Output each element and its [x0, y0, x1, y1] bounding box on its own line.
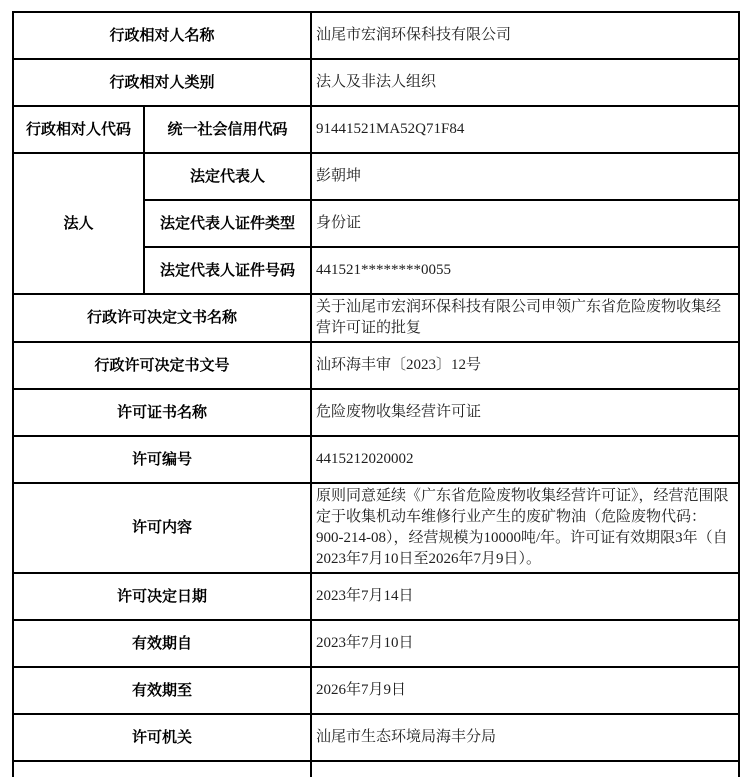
row-valid-from [14, 621, 740, 668]
row-value: 4415212020002 [312, 437, 740, 484]
row-label: 许可机关 [14, 715, 312, 762]
row-value: 汕尾市宏润环保科技有限公司 [312, 13, 740, 60]
row-label: 许可编号 [14, 437, 312, 484]
row-value: 2026年7月9日 [312, 668, 740, 715]
row-valid-to [14, 668, 740, 715]
row-party-code [14, 107, 740, 154]
row-value: 2023年7月14日 [312, 574, 740, 621]
row-value: 原则同意延续《广东省危险废物收集经营许可证》，经营范围限定于收集机动车维修行业产生的废矿物油（危险废物代码：900-214-08），经营规模为10000吨/年。许可证有效期限3年（自2023年7月10日至2026年7月9日）。 [312, 484, 740, 574]
row-value: 汕环海丰审〔2023〕12号 [312, 343, 740, 390]
row-label: 有效期至 [14, 668, 312, 715]
row-license-name [14, 390, 740, 437]
row-party-type [14, 60, 740, 107]
row-label: 统一社会信用代码 [145, 107, 312, 154]
row-label: 行政相对人名称 [14, 13, 312, 60]
row-group-label: 行政相对人代码 [14, 107, 145, 154]
row-value: 441521********0055 [312, 248, 740, 295]
row-decision-doc-name [14, 295, 740, 343]
row-label: 行政许可决定书文号 [14, 343, 312, 390]
row-label: 行政许可决定文书名称 [14, 295, 312, 343]
row-value: 汕尾市生态环境局海丰分局 [312, 715, 740, 762]
row-licensing-authority [14, 715, 740, 762]
row-partial-cutoff [14, 762, 740, 777]
row-label: 法定代表人证件号码 [145, 248, 312, 295]
row-legal-rep [14, 154, 740, 201]
row-license-content [14, 484, 740, 574]
row-label: 法定代表人 [145, 154, 312, 201]
row-license-number [14, 437, 740, 484]
license-table [12, 11, 740, 777]
row-group-label: 法人 [14, 154, 145, 295]
row-label: 许可证书名称 [14, 390, 312, 437]
row-label-empty [14, 762, 312, 777]
row-decision-date [14, 574, 740, 621]
row-label: 行政相对人类别 [14, 60, 312, 107]
row-label: 许可决定日期 [14, 574, 312, 621]
row-value: 危险废物收集经营许可证 [312, 390, 740, 437]
row-value: 法人及非法人组织 [312, 60, 740, 107]
row-label: 许可内容 [14, 484, 312, 574]
row-value: 关于汕尾市宏润环保科技有限公司申领广东省危险废物收集经营许可证的批复 [312, 295, 740, 343]
row-value: 2023年7月10日 [312, 621, 740, 668]
row-label: 法定代表人证件类型 [145, 201, 312, 248]
row-value: 彭朝坤 [312, 154, 740, 201]
row-value-empty [312, 762, 740, 777]
row-value: 91441521MA52Q71F84 [312, 107, 740, 154]
row-decision-doc-number [14, 343, 740, 390]
row-party-name [14, 13, 740, 60]
row-value: 身份证 [312, 201, 740, 248]
row-label: 有效期自 [14, 621, 312, 668]
